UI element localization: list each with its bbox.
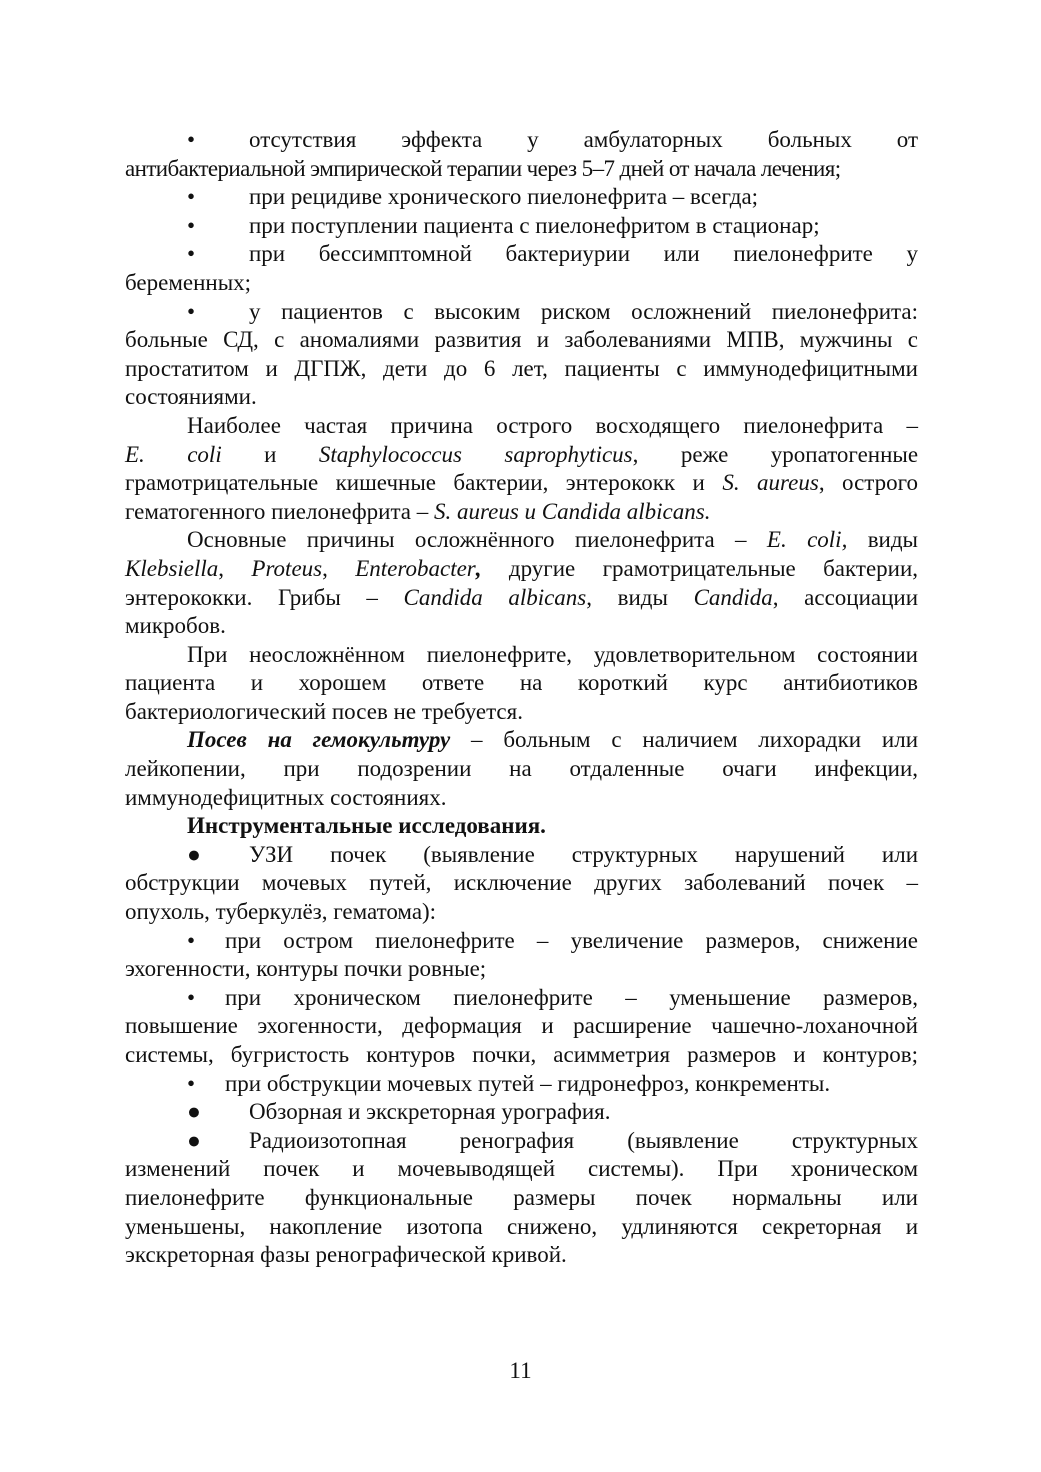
text-line	[125, 441, 918, 470]
bullet: ●	[187, 1099, 201, 1125]
species-name: Staphylococcus	[318, 441, 462, 467]
page-number: 11	[509, 1358, 532, 1383]
text-line: Наиболее частая причина острого восходящего пиелонефрита –	[187, 412, 918, 438]
bullet: •	[187, 241, 196, 267]
text-line: простатитом и ДГПЖ, дети до 6 лет, пациенты с иммунодефицитными	[125, 355, 918, 381]
text-line: опухоль, туберкулёз, гематома):	[125, 899, 437, 925]
species-name: Enterobacter	[355, 555, 476, 581]
text-line: бактериологический посев не требуется.	[125, 698, 523, 724]
text-line: антибактериальной эмпирической терапии через 5–7 дней от начала лечения;	[125, 155, 841, 181]
species-name: E. coli,	[766, 527, 848, 553]
text-line: при хроническом пиелонефрите – уменьшение размеров,	[225, 984, 918, 1010]
text-line: пиелонефрите функциональные размеры почек нормальны или	[125, 1184, 918, 1210]
text-line: лейкопении, при подозрении на отдаленные очаги инфекции,	[125, 756, 918, 782]
species-name: Klebsiella	[125, 555, 219, 581]
text-line: при обструкции мочевых путей – гидронефроз, конкременты.	[225, 1070, 831, 1096]
list-item	[125, 984, 918, 1013]
bullet: •	[187, 984, 196, 1010]
page-body	[125, 126, 918, 1270]
text-line: отсутствия эффекта у амбулаторных больных от	[249, 127, 918, 152]
text-line: Радиоизотопная ренография (выявление структурных	[249, 1127, 918, 1153]
text-span: уропатогенные	[770, 441, 919, 467]
text-span: ,	[218, 555, 225, 581]
list-item	[125, 212, 918, 241]
text-line: обструкции мочевых путей, исключение других заболеваний почек –	[125, 870, 918, 896]
text-span: гематогенного пиелонефрита –	[125, 498, 429, 524]
list-item	[125, 841, 918, 870]
species-name: E. coli	[125, 441, 222, 467]
text-line: у пациентов с высоким риском осложнений пиелонефрита:	[249, 298, 918, 324]
list-item	[125, 126, 918, 155]
list-item	[125, 298, 918, 327]
text-span: виды	[867, 527, 919, 553]
text-span: другие грамотрицательные бактерии,	[508, 555, 919, 581]
text-span: , острого	[818, 470, 918, 496]
text-line: повышение эхогенности, деформация и расширение чашечно-лоханочной	[125, 1013, 918, 1039]
list-item	[125, 1070, 918, 1099]
text-span: грамотрицательные кишечные бактерии, энтерококк и	[125, 470, 705, 496]
text-line	[125, 555, 918, 584]
emphasis-term: Посев на гемокультуру	[187, 727, 451, 753]
text-line: беременных;	[125, 269, 252, 295]
text-line: пациента и хорошем ответе на короткий курс антибиотиков	[125, 670, 918, 696]
text-line: УЗИ почек (выявление структурных нарушений или	[249, 841, 918, 867]
list-item	[125, 183, 918, 212]
bullet: •	[187, 298, 196, 324]
text-line: системы, бугристость контуров почки, асимметрия размеров и контуров;	[125, 1042, 918, 1067]
species-name: S. aureus	[722, 470, 819, 496]
text-span: – больным с наличием лихорадки или	[471, 727, 919, 753]
text-span: и	[264, 441, 277, 467]
text-line: При неосложнённом пиелонефрите, удовлетворительном состоянии	[187, 641, 918, 667]
bullet: •	[187, 212, 196, 238]
text-span: , виды	[586, 584, 668, 610]
text-span: ,	[632, 441, 639, 467]
bullet: •	[187, 127, 196, 152]
species-name: S. aureus и Candida albicans.	[434, 498, 711, 524]
text-line	[125, 498, 918, 527]
text-line	[125, 469, 918, 498]
text-line	[125, 726, 918, 755]
text-span: Основные причины осложнённого пиелонефрита –	[187, 527, 747, 553]
species-name: Candida albicans	[403, 584, 587, 610]
bullet: •	[187, 184, 196, 210]
text-line	[125, 584, 918, 613]
section-heading: Инструментальные исследования.	[187, 813, 546, 839]
bullet: •	[187, 927, 196, 953]
species-name: Candida	[693, 584, 773, 610]
text-span: ,	[475, 555, 482, 581]
text-line	[125, 526, 918, 555]
species-name: saprophyticus	[504, 441, 633, 467]
text-span: реже	[680, 441, 729, 467]
text-line: экскреторная фазы ренографической кривой.	[125, 1242, 567, 1268]
text-span: , ассоциации	[772, 584, 919, 610]
text-line: при поступлении пациента с пиелонефритом в стационар;	[249, 212, 820, 238]
bullet: ●	[187, 1127, 201, 1153]
text-span: энтерококки. Грибы –	[125, 584, 378, 610]
text-line: иммунодефицитных состояниях.	[125, 784, 447, 810]
list-item	[125, 927, 918, 956]
bullet: •	[187, 1070, 196, 1096]
text-line: больные СД, с аномалиями развития и заболеваниями МПВ, мужчины с	[125, 327, 918, 353]
list-item	[125, 1127, 918, 1156]
text-line: изменений почек и мочевыводящей системы). При хроническом	[125, 1156, 918, 1182]
text-line: состояниями.	[125, 384, 257, 410]
text-line: при бессимптомной бактериурии или пиелонефрите у	[249, 241, 918, 267]
list-item	[125, 1098, 918, 1127]
text-line: при рецидиве хронического пиелонефрита – всегда;	[249, 184, 759, 210]
species-name: Proteus	[251, 555, 323, 581]
text-line: микробов.	[125, 613, 226, 639]
bullet: ●	[187, 841, 201, 867]
text-line: Обзорная и экскреторная урография.	[249, 1099, 611, 1125]
list-item	[125, 240, 918, 269]
text-line: эхогенности, контуры почки ровные;	[125, 956, 487, 982]
text-line: уменьшены, накопление изотопа снижено, удлиняются секреторная и	[125, 1213, 918, 1239]
text-line: при остром пиелонефрите – увеличение размеров, снижение	[225, 927, 918, 953]
text-span: ,	[322, 555, 328, 581]
